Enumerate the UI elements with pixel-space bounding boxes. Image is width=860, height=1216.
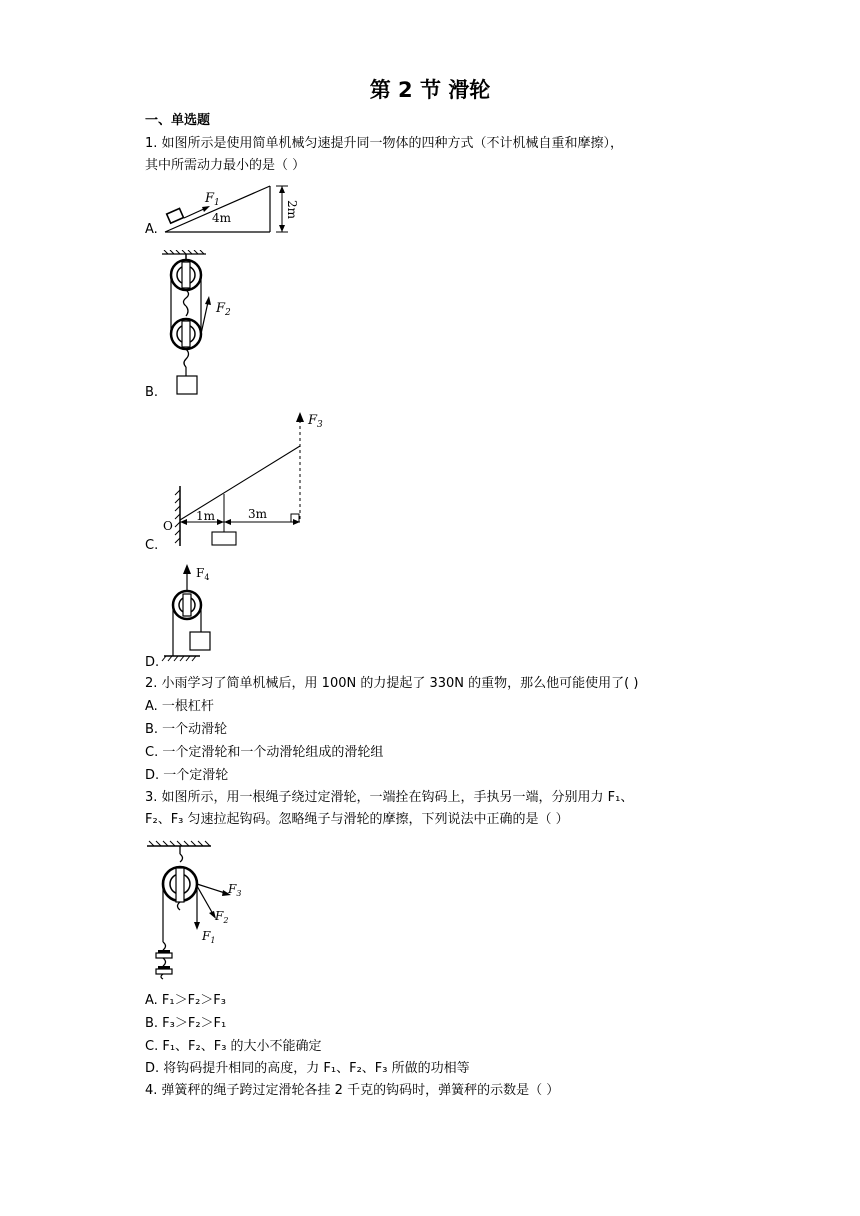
q3-option-b: B. F₃＞F₂＞F₁	[145, 1016, 227, 1031]
q2-option-b: B. 一个动滑轮	[145, 722, 228, 737]
q3-f2-label: $F_2$	[215, 909, 229, 925]
q1-option-b: B.	[145, 385, 159, 400]
q2-option-c: C. 一个定滑轮和一个动滑轮组成的滑轮组	[145, 745, 384, 760]
q3-figure-fixed-pulley	[145, 838, 255, 980]
q3-stem-line1: 3. 如图所示，用一根绳子绕过定滑轮，一端拴在钩码上，手执另一端，分别用力 F₁、	[145, 790, 634, 805]
q2-option-d: D. 一个定滑轮	[145, 768, 229, 783]
q3-option-c: C. F₁、F₂、F₃ 的大小不能确定	[145, 1039, 322, 1054]
q1-stem-line1: 1. 如图所示是使用简单机械匀速提升同一物体的四种方式（不计机械自重和摩擦），	[145, 136, 624, 151]
q1-c-arm2-label: 3m	[248, 507, 268, 521]
q1-c-pivot-label: O	[163, 519, 173, 533]
q1-c-arm1-label: 1m	[196, 509, 216, 523]
q2-stem: 2. 小雨学习了简单机械后，用 100N 的力提起了 330N 的重物，那么他可能使用了( )	[145, 676, 639, 691]
q1-c-force-label: $F_3$	[308, 413, 323, 430]
q3-option-a: A. F₁＞F₂＞F₃	[145, 993, 226, 1008]
q1-a-force-label: $F_1$	[205, 191, 220, 208]
section-heading: 一、单选题	[145, 113, 211, 128]
q1-figure-a-incline	[160, 182, 310, 238]
q1-a-length-label: 4m	[212, 211, 232, 225]
q1-option-a: A.	[145, 222, 158, 237]
q4-stem: 4. 弹簧秤的绳子跨过定滑轮各挂 2 千克的钩码时，弹簧秤的示数是（ ）	[145, 1083, 560, 1098]
q3-stem-line2: F₂、F₃ 匀速拉起钩码。忽略绳子与滑轮的摩擦，下列说法中正确的是（ ）	[145, 812, 569, 827]
page-title: 第 2 节 滑轮	[369, 78, 491, 102]
q1-d-force-label: $F_4$	[196, 566, 210, 582]
q1-figure-b-pulley-block	[158, 250, 238, 398]
q3-option-d: D. 将钩码提升相同的高度，力 F₁、F₂、F₃ 所做的功相等	[145, 1061, 470, 1076]
q1-figure-d-pulley	[160, 560, 240, 664]
q1-stem-line2: 其中所需动力最小的是（ ）	[145, 158, 306, 173]
q1-figure-c-lever	[160, 410, 335, 550]
q1-option-c: C.	[145, 538, 159, 553]
q1-b-force-label: $F_2$	[216, 301, 231, 318]
q3-f3-label: $F_3$	[228, 882, 242, 898]
q1-a-height-label: 2m	[285, 200, 299, 220]
q2-option-a: A. 一根杠杆	[145, 699, 214, 714]
q1-option-d: D.	[145, 655, 160, 670]
q3-f1-label: $F_1$	[202, 929, 216, 945]
